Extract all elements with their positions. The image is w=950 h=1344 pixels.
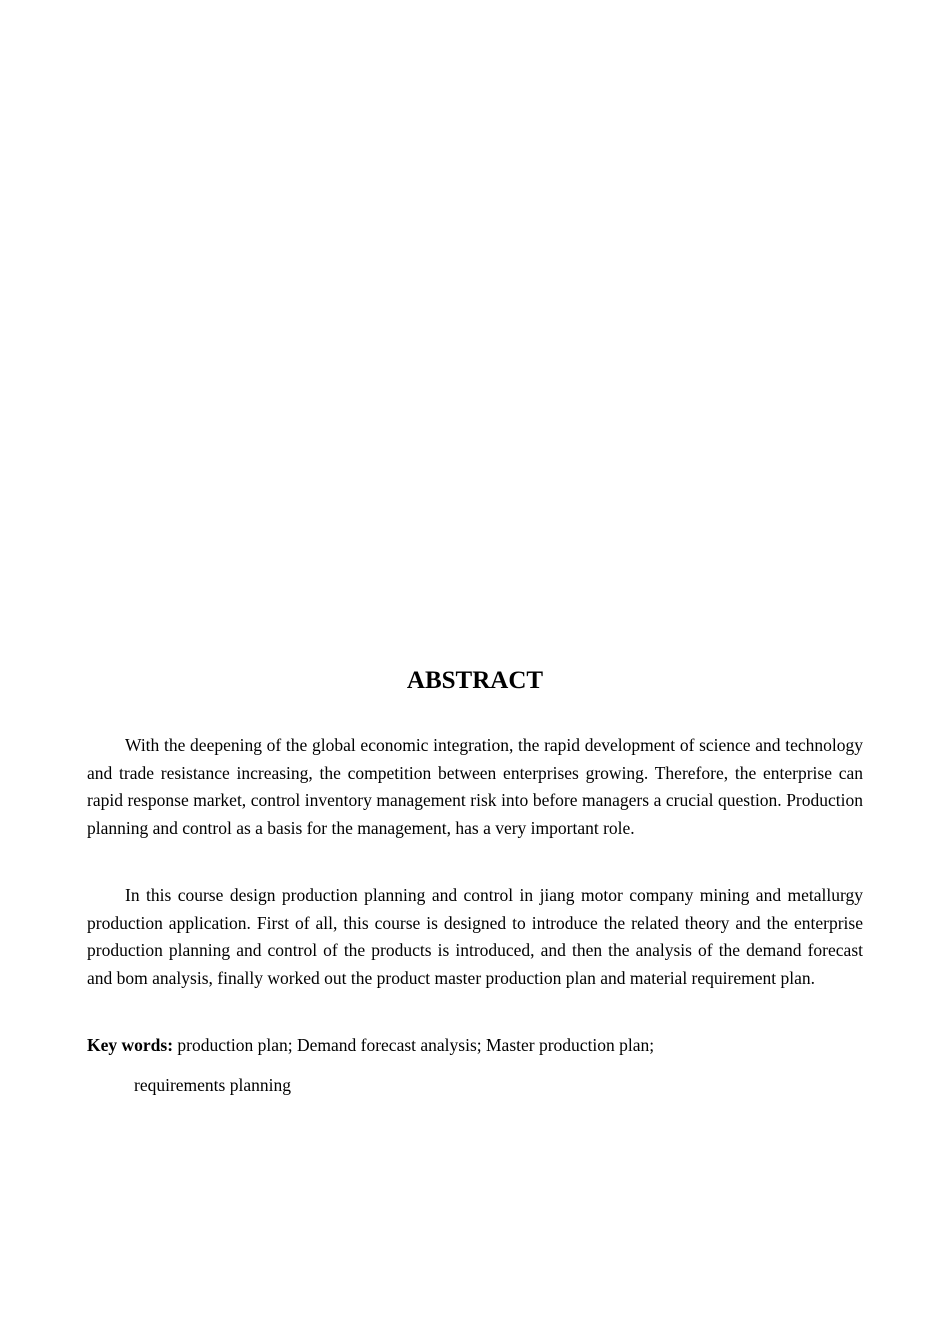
keywords-line bbox=[87, 1032, 863, 1060]
keywords-text: production plan; Demand forecast analysis; Master production plan; bbox=[173, 1035, 655, 1055]
keywords-label: Key words: bbox=[87, 1035, 174, 1055]
keywords-continuation: requirements planning bbox=[134, 1075, 291, 1095]
abstract-paragraph-2: In this course design production planning and control in jiang motor company mining and metallurgy production application. First of all, this course is designed to introduce the related theory and the enterprise production planning and control of the products is introduced, and then the analysis of the demand forecast and bom analysis, finally worked out the product master production plan and material requirement plan. bbox=[87, 885, 863, 988]
abstract-title: ABSTRACT bbox=[406, 667, 544, 694]
abstract-paragraph-1: With the deepening of the global economic integration, the rapid development of science and technology and trade resistance increasing, the competition between enterprises growing. Therefore, the enterprise can rapid response market, control inventory management risk into before managers a crucial question. Production planning and control as a basis for the management, has a very important role. bbox=[87, 735, 863, 838]
